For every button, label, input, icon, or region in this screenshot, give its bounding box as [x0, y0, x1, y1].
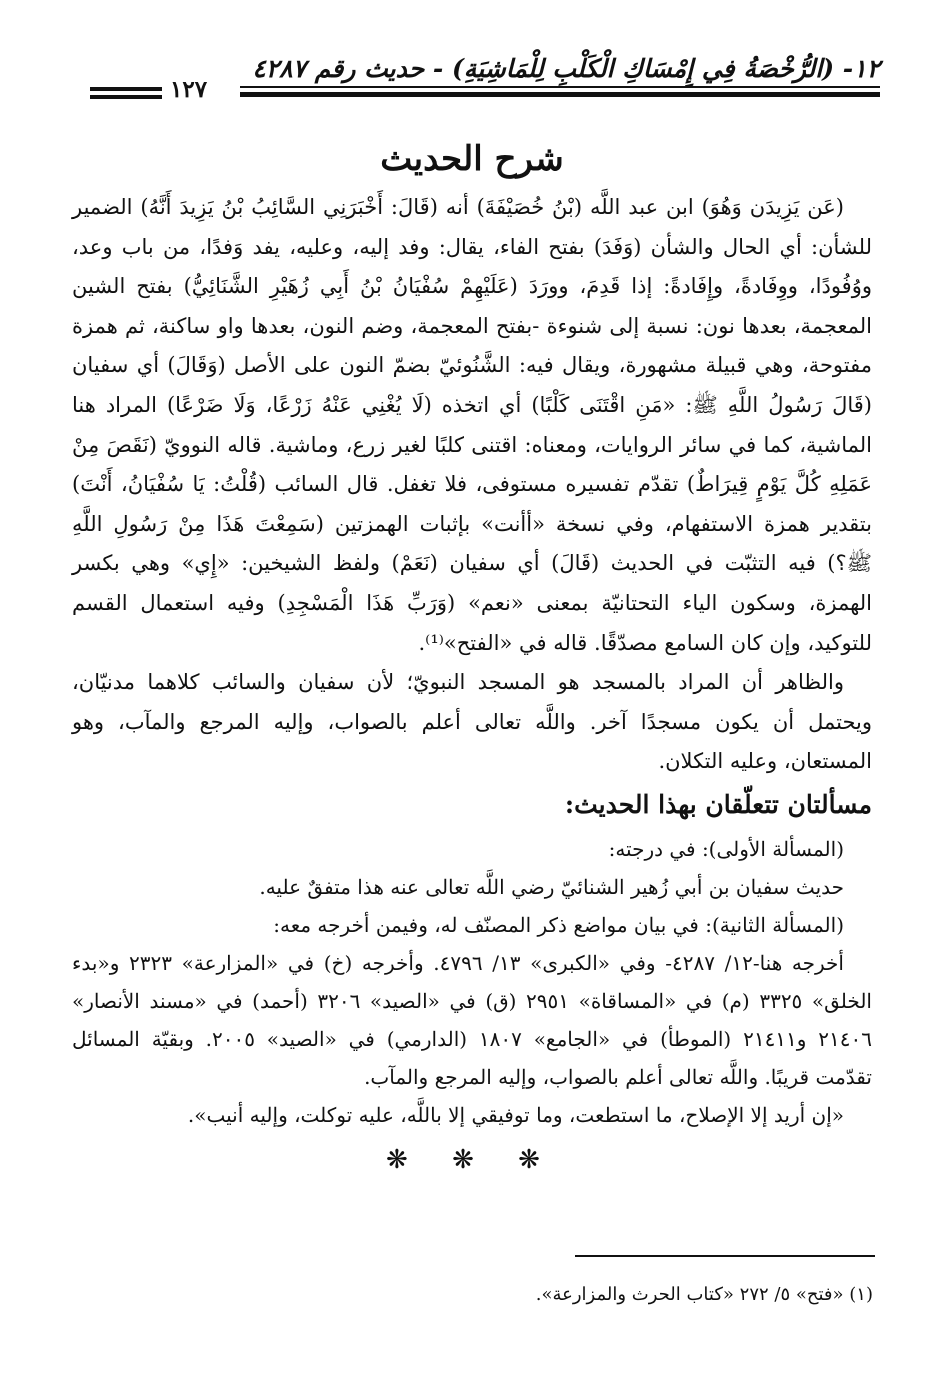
footnote: (١) «فتح» ٥/ ٢٧٢ «كتاب الحرث والمزارعة».	[535, 1284, 873, 1305]
page-header	[90, 50, 880, 106]
issue-two-text: أخرجه هنا-١٢/ ٤٢٨٧- وفي «الكبرى» ١٣/ ٤٧٩٦. وأخرجه (خ) في «المزارعة» ٢٣٢٣ و«بدء الخلق» ٣٣٢٥ (م) في «المساقاة» ٢٩٥١ (ق) في «الصيد» ٣٢٠٦ (أحمد) في «مسند الأنصار» ٢١٤٠٦ و٢١٤١١ (الموطأ) في «الجامع» ١٨٠٧ (الدارمي) في «الصيد» ٢٠٠٥. وبقيّة المسائل تقدّمت قريبًا. واللَّه تعالى أعلم بالصواب، وإليه المرجع والمآب.	[72, 950, 873, 1089]
header-rule	[240, 86, 880, 88]
issues-heading: مسألتان تتعلّقان بهذا الحديث:	[564, 789, 872, 819]
header-rule	[90, 95, 162, 99]
page-body	[72, 136, 872, 1180]
running-title: ١٢- (الرُّخْصَةُ فِي إِمْسَاكِ الْكَلْبِ لِلْمَاشِيَةِ) - حديث رقم ٤٢٨٧	[252, 54, 880, 83]
page-number: ١٢٧	[170, 76, 208, 103]
header-rule	[90, 87, 162, 91]
section-separator-stars: ❋ ❋ ❋	[386, 1144, 558, 1175]
issue-one-title: (المسألة الأولى): في درجته:	[608, 836, 844, 861]
footnote-rule	[575, 1255, 875, 1257]
issue-two-title: (المسألة الثانية): في بيان مواضع ذكر المصنّف له، وفيمن أخرجه معه:	[273, 912, 844, 937]
header-rule	[240, 92, 880, 97]
issue-one-text: حديث سفيان بن أبي زُهير الشنائيّ رضي اللَّه تعالى عنه هذا متفقٌ عليه.	[259, 874, 844, 899]
commentary-paragraph: (عَن يَزِيدَن وَهُوَ) ابن عبد اللَّه (بْنُ خُصَيْفَةَ) أنه (قَالَ: أَخْبَرَنِي السَّائِبُ بْنُ يَزِيدَ أَنَّهُ) الضمير للشأن: أي الحال والشأن (وَفَدَ) بفتح الفاء، يقال: وفد إليه، وعليه، يفد وَفدًا، من باب وعد، ووُفُودًا، ووِفَادةً، وإِفَادةً: إذا قَدِمَ، وورَدَ (عَلَيْهِمْ سُفْيَانُ بْنُ أَبِي زُهَيْرِ الشَّنَائِيُّ) بفتح الشين المعجمة، بعدها نون: نسبة إلى شنوءة -بفتح المعجمة، وضم النون، بعدها واو ساكنة، ثم همزة مفتوحة، وهي قبيلة مشهورة، ويقال فيه: الشَّنُوئيّ بضمّ النون على الأصل (وَقَالَ) أي سفيان (قَالَ رَسُولُ اللَّهِ ﷺ: «مَنِ اقْتَنَى كَلْبًا) أي اتخذه (لَا يُغْنِي عَنْهُ زَرْعًا، وَلَا ضَرْعًا) المراد هنا الماشية، كما في سائر الروايات، ومعناه: اقتنى كلبًا لغير زرع، وماشية. قاله النوويّ (نَقَصَ مِنْ عَمَلِهِ كُلَّ يَوْمٍ قِيرَاطٌ) تقدّم تفسيره مستوفى، فلا تغفل. قال السائب (قُلْتُ: يَا سُفْيَانُ، أَنْتَ) بتقدير همزة الاستفهام، وفي نسخة «أأنت» بإثبات الهمزتين (سَمِعْتَ هَذَا مِنْ رَسُولِ اللَّهِ ﷺ؟) فيه التثبّت في الحديث (قَالَ) أي سفيان (نَعَمْ) ولفظ الشيخين: «إِي» وهي بكسر الهمزة، وسكون الياء التحتانيّة بمعنى «نعم» (وَرَبِّ هَذَا الْمَسْجِدِ) وفيه استعمال القسم للتوكيد، وإن كان السامع مصدّقًا. قاله في «الفتح»⁽¹⁾.	[72, 195, 872, 655]
commentary-paragraph: والظاهر أن المراد بالمسجد هو المسجد النبويّ؛ لأن سفيان والسائب كلاهما مدنيّان، ويحتمل أن يكون مسجدًا آخر. واللَّه تعالى أعلم بالصواب، وإليه المرجع والمآب، وهو المستعان، وعليه التكلان.	[72, 670, 872, 774]
section-title: شرح الحديث	[380, 139, 564, 179]
closing-quote: «إن أريد إلا الإصلاح، ما استطعت، وما توفيقي إلا باللَّه، عليه توكلت، وإليه أنيب».	[187, 1102, 844, 1127]
